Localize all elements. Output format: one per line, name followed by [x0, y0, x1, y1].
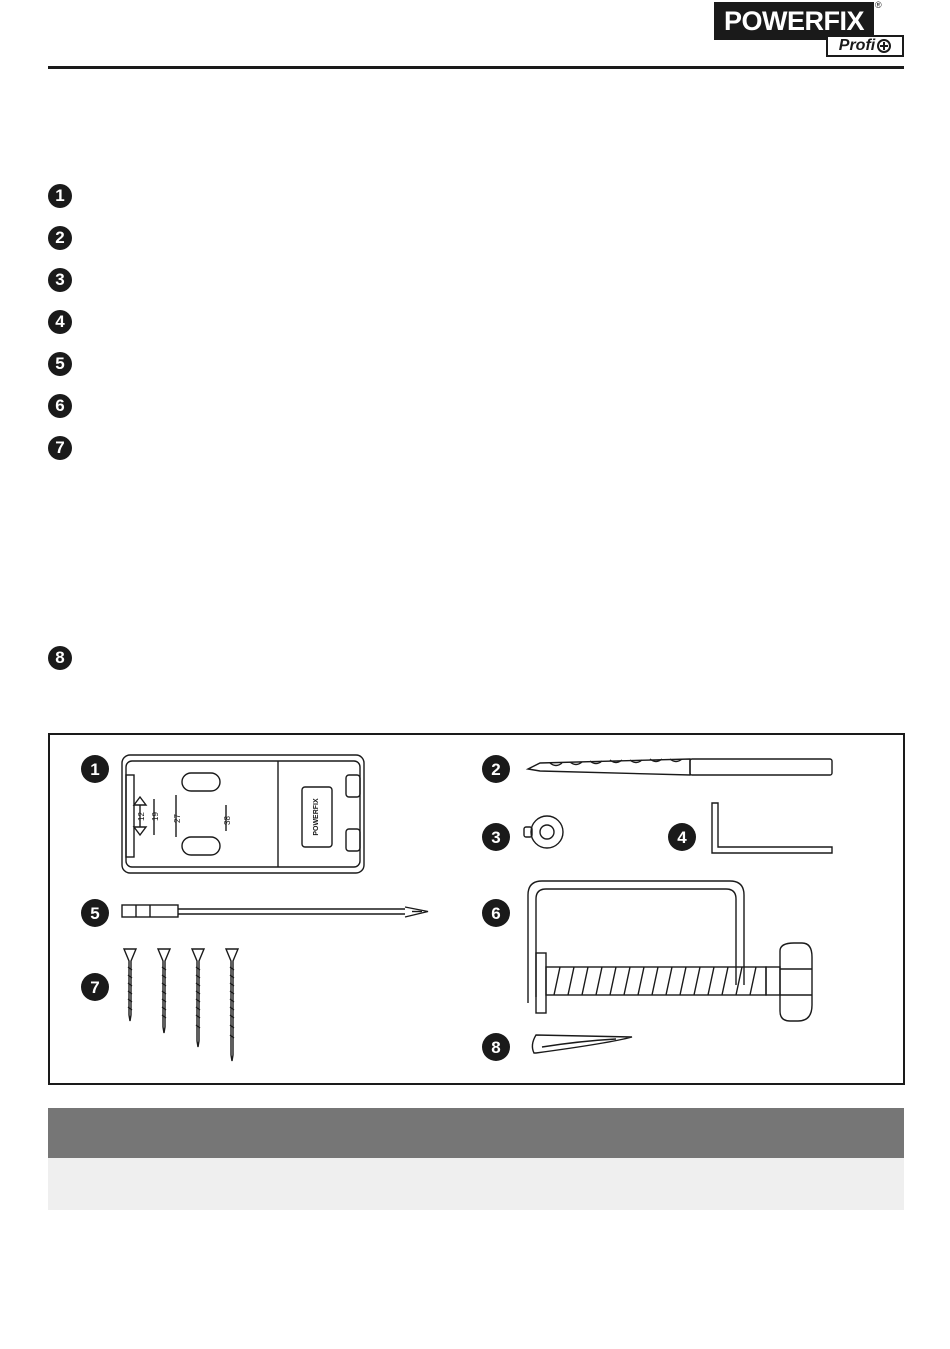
pocket-jig-drawing [122, 755, 364, 873]
wooden-plug-drawing [532, 1035, 632, 1053]
section-header-bar [48, 1108, 904, 1158]
figure-label-7: 7 [90, 978, 100, 997]
jig-scale-27: 27 [173, 814, 182, 823]
jig-scale-19: 19 [151, 812, 160, 821]
list-number-3: 3 [48, 268, 72, 292]
list-number-7: 7 [48, 436, 72, 460]
list-number-6: 6 [48, 394, 72, 418]
jig-scale-12: 12 [137, 812, 146, 821]
clamp-drawing [528, 881, 812, 1021]
stop-collar-drawing [524, 816, 563, 848]
parts-figure [48, 733, 905, 1085]
drill-bit-drawing [528, 759, 832, 775]
brand-logo [714, 2, 904, 57]
logo-sub-text: Profi [838, 37, 876, 54]
screwdriver-bit-drawing [122, 905, 428, 917]
figure-label-4: 4 [677, 828, 687, 847]
screws-drawing [124, 949, 238, 1061]
plus-circle-icon [877, 39, 891, 53]
figure-label-3: 3 [491, 828, 501, 847]
header-rule [48, 66, 904, 69]
logo-brand-text: POWERFIX [714, 2, 874, 40]
figure-label-1: 1 [90, 760, 100, 779]
figure-label-6: 6 [491, 904, 501, 923]
jig-brand-label: POWERFIX [313, 798, 320, 836]
parts-illustration [50, 735, 907, 1087]
figure-label-5: 5 [90, 904, 100, 923]
list-number-1: 1 [48, 184, 72, 208]
figure-label-2: 2 [491, 760, 501, 779]
list-number-4: 4 [48, 310, 72, 334]
logo-sub-badge [826, 35, 904, 57]
logo-registered-mark: ® [875, 0, 882, 10]
list-number-2: 2 [48, 226, 72, 250]
jig-scale-38: 38 [223, 816, 232, 825]
hex-key-drawing [712, 803, 832, 853]
list-number-8: 8 [48, 646, 72, 670]
figure-label-8: 8 [491, 1038, 501, 1057]
figure-labels [81, 755, 696, 1061]
section-subheader-bar [48, 1158, 904, 1210]
list-number-5: 5 [48, 352, 72, 376]
